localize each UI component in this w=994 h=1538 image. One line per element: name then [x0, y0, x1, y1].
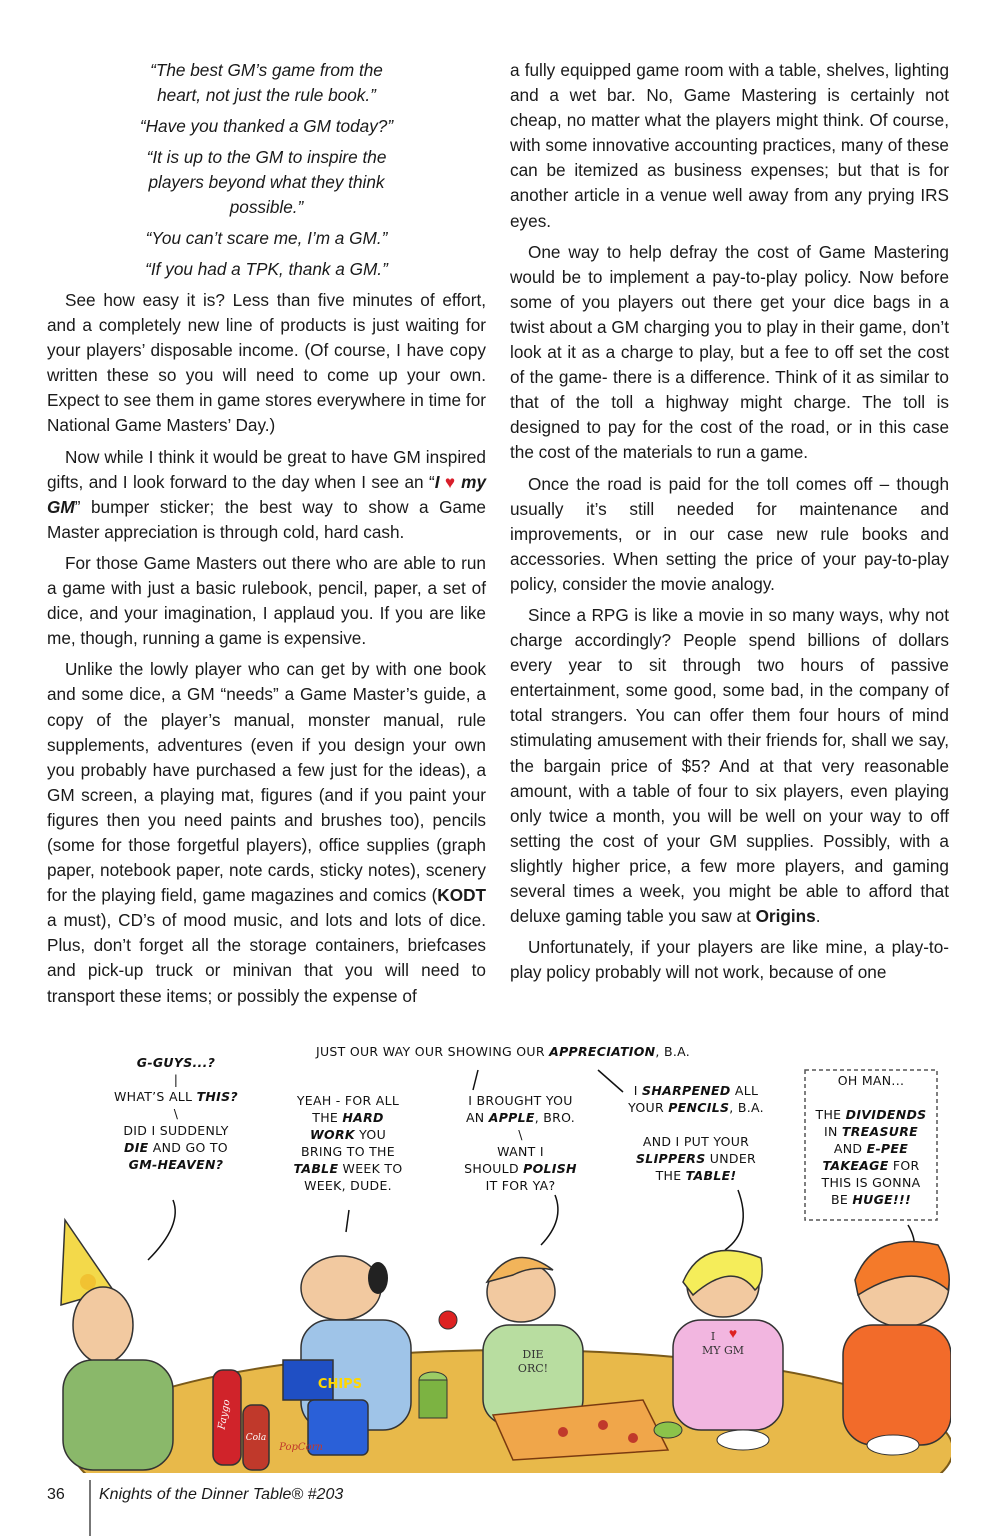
speech-bubble-redhead: OH MAN... THE DIVIDENDS IN TREASURE AND E-PEE TAKEAGE FOR THIS IS GONNA BE HUGE!!! [815, 1073, 927, 1207]
heart-icon: ♥ [444, 471, 456, 492]
paragraph: Since a RPG is like a movie in so many ways, why not charge accordingly? People spend billions of dollars every year to sit through two hours of passive entertainment, some good, some bad, in the company of total strangers. You can offer them four hours of mind stimulating amusement with their friends for, shall we say, the bargain price of $5? And at that very reasonable amount, with a table of four to six players, even playing only twice a month, you will be well on your way to off setting the cost of your GM supplies. Possibly, with a slightly higher price, a few more players, and gaming several times a week, you might be able to afford that deluxe gaming table you saw at Origins. [510, 604, 949, 927]
paragraph: See how easy it is? Less than five minutes of effort, and a completely new line of products is just waiting for your players’ disposable income. (Of course, I have copy written these so you will need to come up your own. Expect to see them in game stores everywhere in time for National Game Masters’ Day.) [47, 290, 486, 436]
origins-bold: Origins [755, 906, 816, 927]
shirt-i: I [710, 1330, 716, 1343]
paragraph: a fully equipped game room with a table, shelves, lighting and a wet bar. No, Game Mastering is certainly not cheap, no matter what the players might think. Of course, with some innovative accounting practices, many of these can be itemized as business expenses; but that is for another article in a venue well away from any prying IRS eyes. [510, 60, 949, 231]
paragraph: Unlike the lowly player who can get by with one book and some dice, a GM “needs” a Game Master’s guide, a copy of the player’s manual, monster manual, rule supplements, adventures (even if you design your own you probably have purchased a few just for the ideas), a GM screen, a playing mat, figures (and if you paint your figures then you need paints and brushes too), pencils (some for those forgetful players), office supplies (graph paper, notebook paper, note cards, sticky notes), scenery for the playing field, game magazines and comics (KODT a must), CD’s of mood music, and lots and lots of dice. Plus, don’t forget all the storage containers, briefcases and pick-up truck or minivan that you will need to transport these items; or possibly the expense of [47, 659, 486, 1006]
page-number: 36 [47, 1486, 65, 1503]
shirt-orc: ORC! [517, 1362, 549, 1375]
cartoon-panel [43, 1020, 951, 1473]
speech-bubble-girl: I SHARPENED ALL YOUR PENCILS, B.A. AND I PUT YOUR SLIPPERS UNDER THE TABLE! [628, 1083, 764, 1183]
publication-name: Knights of the Dinner Table® #203 [99, 1486, 344, 1503]
shirt-die: DIE [522, 1348, 544, 1361]
cola-label: Cola [245, 1433, 267, 1443]
speech-bubble-gm: G-GUYS...? | WHAT’S ALL THIS? \ DID I SUDDENLY DIE AND GO TO GM-HEAVEN? [113, 1055, 238, 1172]
chips-bag: CHIPS [317, 1377, 363, 1392]
right-column [510, 58, 949, 991]
shirt-mygm: MY GM [701, 1344, 745, 1357]
footer-divider [89, 1480, 91, 1536]
paragraph: One way to help defray the cost of Game Mastering would be to implement a pay-to-play policy. Now before some of you players out there get your dice bags in a twist about a GM charging you to play in their game, don’t look at it as a charge to play, but a fee to off set the cost of the game- there is a difference. Think of it as similar to that of the toll a highway might charge. The toll is designed to pay for the cost of the road, or in this case the cost of the materials to run a game. [510, 241, 949, 463]
kodt-bold: KODT [437, 885, 486, 906]
quote-1: “The best GM’s game from the heart, not just the rule book.” [150, 60, 383, 105]
speech-bubble-blond: I BROUGHT YOU AN APPLE, BRO. \ WANT I SHOULD POLISH IT FOR YA? [464, 1093, 577, 1193]
paragraph: Once the road is paid for the toll comes off – though usually it’s still needed for maintenance and improvements, or in our case new rule books and accessories. When setting the price of your pay-to-play policy, consider the movie analogy. [510, 473, 949, 594]
speech-bubble-bald: YEAH - FOR ALL THE HARD WORK YOU BRING TO THE TABLE WEEK TO WEEK, DUDE. [293, 1093, 403, 1193]
paragraph: For those Game Masters out there who are able to run a game with just a basic rulebook, pencil, paper, a set of dice, and your imagination, I applaud you. If you are like me, though, running a game is expensive. [47, 552, 486, 649]
bumper-gm: my GM [47, 471, 486, 517]
popcorn-label: PopCorn [279, 1442, 323, 1453]
quote-5: “If you had a TPK, thank a GM.” [145, 259, 388, 279]
shirt-heart-icon: ♥ [728, 1325, 738, 1341]
quote-2: “Have you thanked a GM today?” [139, 116, 394, 136]
quote-3: “It is up to the GM to inspire the players beyond what they think possible.” [146, 147, 387, 217]
paragraph: Unfortunately, if your players are like mine, a play-to-play policy probably will not work, because of one [510, 937, 949, 983]
left-column [47, 58, 486, 1015]
paragraph: Now while I think it would be great to have GM inspired gifts, and I look forward to the day when I see an “I ♥ my GM” bumper sticker; the best way to show a Game Master appreciation is through cold, hard cash. [47, 446, 486, 542]
quote-4: “You can’t scare me, I’m a GM.” [145, 228, 388, 248]
soda-label: Faygo [216, 1398, 233, 1431]
cartoon-caption: JUST OUR WAY OUR SHOWING OUR APPRECIATION, B.A. [315, 1044, 691, 1059]
bumper-i: I [434, 471, 440, 492]
